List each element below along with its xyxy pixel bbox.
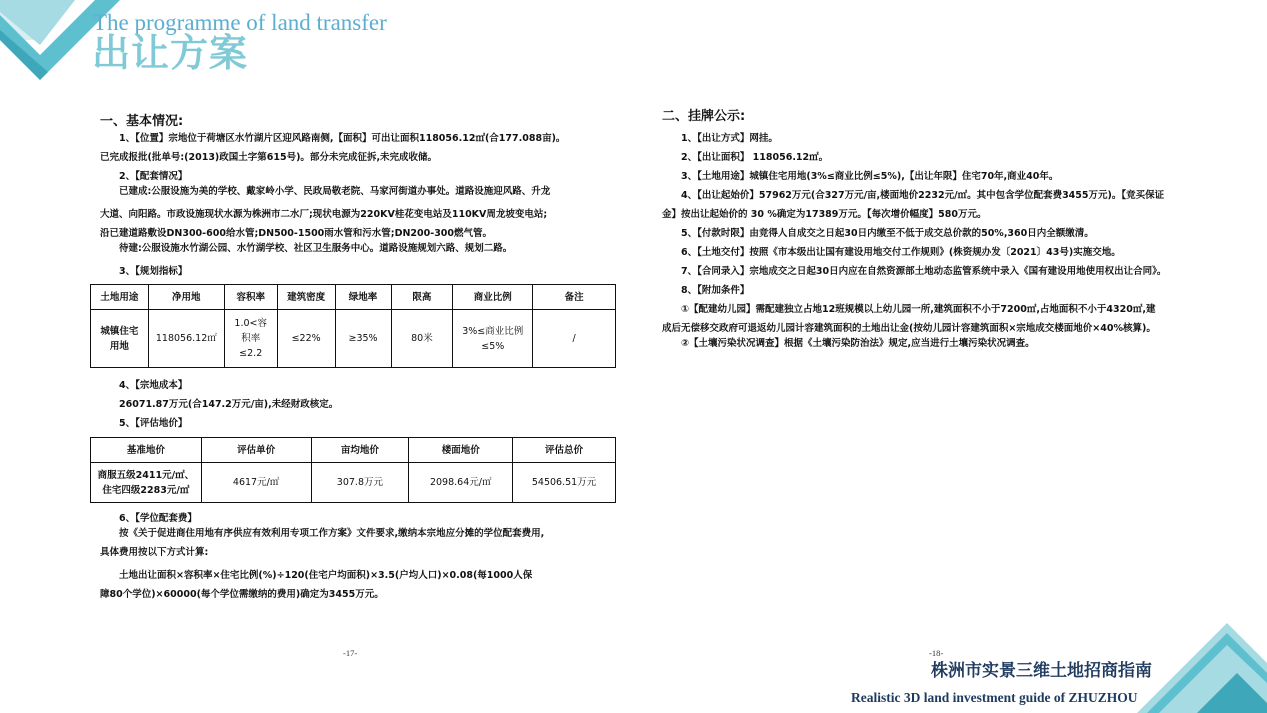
table-cell-base xyxy=(91,463,202,503)
table-cell-height: 80米 xyxy=(391,310,453,368)
right-item4-line1: 4、【出让起始价】57962万元(合327万元/亩,楼面地价2232元/㎡。其中包含学位配套费3455万元)。【竞买保证 xyxy=(681,190,1165,201)
footer-title-en: Realistic 3D land investment guide of ZHUZHOU xyxy=(851,690,1138,705)
planning-table xyxy=(90,284,616,368)
corner-decoration-bottom-right xyxy=(1137,623,1267,713)
item4-title: 4、【宗地成本】 xyxy=(119,380,188,391)
table-cell-far xyxy=(224,310,277,368)
table-header: 容积率 xyxy=(224,285,277,310)
cell-line: 用地 xyxy=(109,340,129,352)
item2-line3: 沿已建道路敷设DN300-600给水管;DN500-1500雨水管和污水管;DN200-300燃气管。 xyxy=(100,228,493,239)
table-cell-per-mu: 307.8万元 xyxy=(311,463,409,503)
table-header: 备注 xyxy=(533,285,616,310)
right-item8b: ②【土壤污染状况调查】根据《土壤污染防治法》规定,应当进行土壤污染状况调查。 xyxy=(681,338,1035,349)
cell-line: ≤5% xyxy=(481,340,505,352)
table-cell-density: ≤22% xyxy=(277,310,335,368)
section2-title: 二、挂牌公示: xyxy=(662,109,746,124)
table-cell-green: ≥35% xyxy=(335,310,391,368)
item6-line1: 按《关于促进商住用地有序供应有效利用专项工作方案》文件要求,缴纳本宗地应分摊的学位配套费用, xyxy=(119,528,545,539)
item6-line3: 土地出让面积×容积率×住宅比例(%)÷120(住宅户均面积)×3.5(户均人口)×0.08(每1000人保 xyxy=(119,570,533,581)
item6-line2: 具体费用按以下方式计算: xyxy=(100,547,209,558)
item3-title: 3、【规划指标】 xyxy=(119,266,188,277)
table-cell-use xyxy=(91,310,149,368)
right-item8a-line1: ①【配建幼儿园】需配建独立占地12班规模以上幼儿园一所,建筑面积不小于7200㎡,占地面积不小于4320㎡,建 xyxy=(681,304,1156,315)
item2-line4: 待建:公服设施水竹湖公园、水竹湖学校、社区卫生服务中心。道路设施规划六路、规划二路。 xyxy=(119,243,513,254)
table-header: 建筑密度 xyxy=(277,285,335,310)
table-header: 评估单价 xyxy=(201,438,311,463)
cell-line: 城镇住宅 xyxy=(100,325,139,337)
right-item2: 2、【出让面积】 118056.12㎡。 xyxy=(681,152,829,163)
header-title-en: The programme of land transfer xyxy=(93,10,387,35)
table-header: 亩均地价 xyxy=(311,438,409,463)
table-cell-floor: 2098.64元/㎡ xyxy=(409,463,513,503)
item1-line1: 1、【位置】宗地位于荷塘区水竹湖片区迎风路南侧,【面积】可出让面积118056.12㎡(合177.088亩)。 xyxy=(119,133,566,144)
right-item1: 1、【出让方式】网挂。 xyxy=(681,133,778,144)
page-number-right: -18- xyxy=(929,648,944,658)
cell-line: 住宅四级2283元/㎡ xyxy=(102,484,190,496)
table-header: 净用地 xyxy=(148,285,224,310)
table-header: 基准地价 xyxy=(91,438,202,463)
item2-line2: 大道、向阳路。市政设施现状水源为株洲市二水厂;现状电源为220KV桂花变电站及110KV周龙坡变电站; xyxy=(100,209,548,220)
table-header: 商业比例 xyxy=(453,285,533,310)
table-cell-total: 54506.51万元 xyxy=(513,463,616,503)
footer-title-zh: 株洲市实景三维土地招商指南 xyxy=(931,661,1152,681)
table-header-row xyxy=(91,285,616,310)
table-header: 评估总价 xyxy=(513,438,616,463)
table-header: 限高 xyxy=(391,285,453,310)
right-item4-line2: 金】按出让起始价的 30 %确定为17389万元。【每次增价幅度】580万元。 xyxy=(662,209,987,220)
cell-line: 积率 xyxy=(241,333,261,344)
item1-line2: 已完成报批(批单号:(2013)政国土字第615号)。部分未完成征拆,未完成收储。 xyxy=(100,152,438,163)
cell-line: 1.0<容 xyxy=(234,318,267,329)
table-cell-note: / xyxy=(533,310,616,368)
table-header-row xyxy=(91,438,616,463)
cell-line: 商服五级2411元/㎡、 xyxy=(97,469,195,481)
right-item5: 5、【付款时限】由竞得人自成交之日起30日内缴至不低于成交总价款的50%,360日内全额缴清。 xyxy=(681,228,1094,239)
right-item7: 7、【合同录入】宗地成交之日起30日内应在自然资源部土地动态监管系统中录入《国有建设用地使用权出让合同》。 xyxy=(681,266,1167,277)
item4-line1: 26071.87万元(合147.2万元/亩),未经财政核定。 xyxy=(119,399,339,410)
table-header: 楼面地价 xyxy=(409,438,513,463)
table-row xyxy=(91,463,616,503)
valuation-table xyxy=(90,437,616,503)
section1-title: 一、基本情况: xyxy=(100,114,184,129)
item6-line4: 障80个学位)×60000(每个学位需缴纳的费用)确定为3455万元。 xyxy=(100,589,384,600)
table-cell-business xyxy=(453,310,533,368)
cell-line: ≤2.2 xyxy=(239,348,263,359)
right-item6: 6、【土地交付】按照《市本级出让国有建设用地交付工作规则》(株资规办发〔2021〕43号)实施交地。 xyxy=(681,247,1121,258)
item2-title: 2、【配套情况】 xyxy=(119,171,188,182)
right-item3: 3、【土地用途】城镇住宅用地(3%≤商业比例≤5%),【出让年限】住宅70年,商业40年。 xyxy=(681,171,1059,182)
table-header: 土地用途 xyxy=(91,285,149,310)
cell-line: 3%≤商业比例 xyxy=(462,325,524,337)
right-item8: 8、【附加条件】 xyxy=(681,285,750,296)
right-item8a-line2: 成后无偿移交政府可退返幼儿园计容建筑面积的土地出让金(按幼儿园计容建筑面积×宗地成交楼面地价×40%核算)。 xyxy=(662,323,1156,334)
item5-title: 5、【评估地价】 xyxy=(119,418,188,429)
header-title-zh: 出让方案 xyxy=(92,31,249,75)
table-header: 绿地率 xyxy=(335,285,391,310)
table-cell-unit: 4617元/㎡ xyxy=(201,463,311,503)
table-row xyxy=(91,310,616,368)
item6-title: 6、【学位配套费】 xyxy=(119,513,197,524)
page-number-left: -17- xyxy=(343,648,358,658)
table-cell-net-area: 118056.12㎡ xyxy=(148,310,224,368)
item2-line1: 已建成:公服设施为美的学校、戴家岭小学、民政局敬老院、马家河街道办事处。道路设施迎风路、升龙 xyxy=(119,186,551,197)
